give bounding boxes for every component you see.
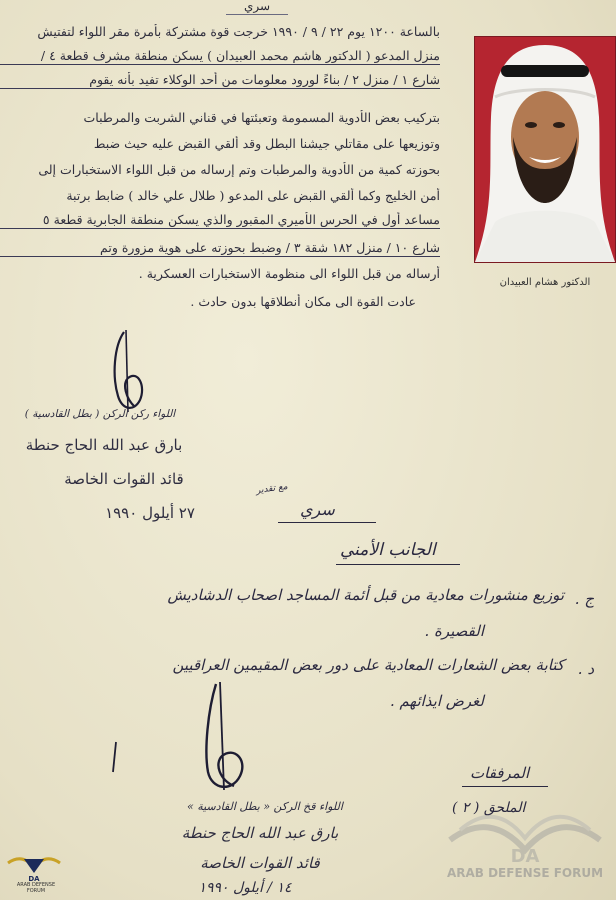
report-line: عادت القوة الى مكان أنطلاقها بدون حادث . bbox=[190, 294, 416, 309]
signature-2-title: قائد القوات الخاصة bbox=[200, 854, 320, 872]
report-line: أرساله من قبل اللواء الى منظومة الاستخبارات العسكرية . bbox=[138, 266, 440, 281]
signature-scribble-1 bbox=[104, 326, 152, 418]
attachments-label: المرفقات bbox=[470, 764, 530, 782]
item-d-text-cont: لغرض ايذائهم . bbox=[390, 692, 484, 710]
report-line: مساعد أول في الحرس الأميري المقبور والذي يسكن منطقة الجابرية قطعة ٥ bbox=[0, 212, 440, 229]
item-c-marker: ج . bbox=[574, 590, 594, 608]
report-line: بالساعة ١٢٠٠ يوم ٢٢ / ٩ / ١٩٩٠ خرجت قوة مشتركة بأمرة مقر اللواء لتفتيش bbox=[37, 24, 440, 39]
svg-text:DA: DA bbox=[510, 846, 540, 867]
item-d-marker: د . bbox=[577, 660, 594, 678]
attachment-item: الملحق ( ٢ ) bbox=[452, 800, 526, 816]
signature-2-name: بارق عبد الله الحاج حنطة bbox=[181, 824, 339, 842]
pen-mark bbox=[110, 740, 120, 776]
section-title-underline bbox=[336, 564, 460, 565]
report-line: شارع ١ / منزل ٢ / بناءً لورود معلومات من أحد الوكلاء تفيد بأنه يقوم bbox=[0, 72, 440, 89]
watermark-text: ARAB DEFENSE FORUM bbox=[446, 866, 604, 880]
report-line: شارع ١٠ / منزل ١٨٢ شقة ٣ / وضبط بحوزته على هوية مزورة وتم bbox=[0, 240, 440, 257]
header-secret-mark: سري bbox=[226, 0, 288, 15]
section-title: الجانب الأمني bbox=[340, 540, 436, 560]
report-line: أمن الخليج وكما ألقي القبض على المدعو ( طلال علي خالد ) ضابط برتبة bbox=[66, 188, 440, 203]
signature-1-rank: اللواء ركن الركن ( بطل القادسية ) bbox=[24, 408, 176, 420]
signature-2-date: ١٤ / أيلول ١٩٩٠ bbox=[198, 880, 292, 896]
item-c-text: توزيع منشورات معادية من قبل أئمة المساجد اصحاب الدشاديش bbox=[167, 586, 564, 604]
forum-logo-text: ARAB DEFENSE FORUM bbox=[16, 882, 56, 894]
hand-underline bbox=[278, 522, 376, 523]
report-line: بتركيب بعض الأدوية المسمومة وتعبئتها في قناني الشربت والمرطبات bbox=[83, 110, 440, 125]
signature-1-date: ٢٧ أيلول ١٩٩٠ bbox=[105, 504, 195, 522]
report-line: منزل المدعو ( الدكتور هاشم محمد العبيدان ) يسكن منطقة مشرف قطعة ٤ / bbox=[0, 48, 440, 65]
hand-secret-note: سري bbox=[300, 500, 335, 519]
signature-1-title: قائد القوات الخاصة bbox=[64, 470, 184, 488]
signature-1-name: بارق عبد الله الحاج حنطة bbox=[25, 436, 183, 454]
svg-text:DA: DA bbox=[28, 875, 40, 883]
signature-scribble-2 bbox=[190, 680, 260, 800]
item-d-text: كتابة بعض الشعارات المعادية على دور بعض المقيمين العراقيين bbox=[172, 656, 564, 674]
signature-2-rank: اللواء قخ الركن « بطل القادسية » bbox=[187, 800, 343, 813]
report-line: بحوزته كمية من الأدوية والمرطبات وتم إرساله من قبل اللواء الاستخبارات إلى bbox=[38, 162, 440, 177]
item-c-text-cont: القصيرة . bbox=[424, 622, 484, 640]
portrait-photo bbox=[474, 36, 616, 263]
report-line: وتوزيعها على مقاتلي جيشنا البطل وقد ألقي القبض عليه حيث ضبط bbox=[93, 136, 440, 151]
photo-caption: الدكتور هشام العبيدان bbox=[499, 277, 591, 288]
hand-note-small: مع تقدير bbox=[255, 481, 289, 497]
